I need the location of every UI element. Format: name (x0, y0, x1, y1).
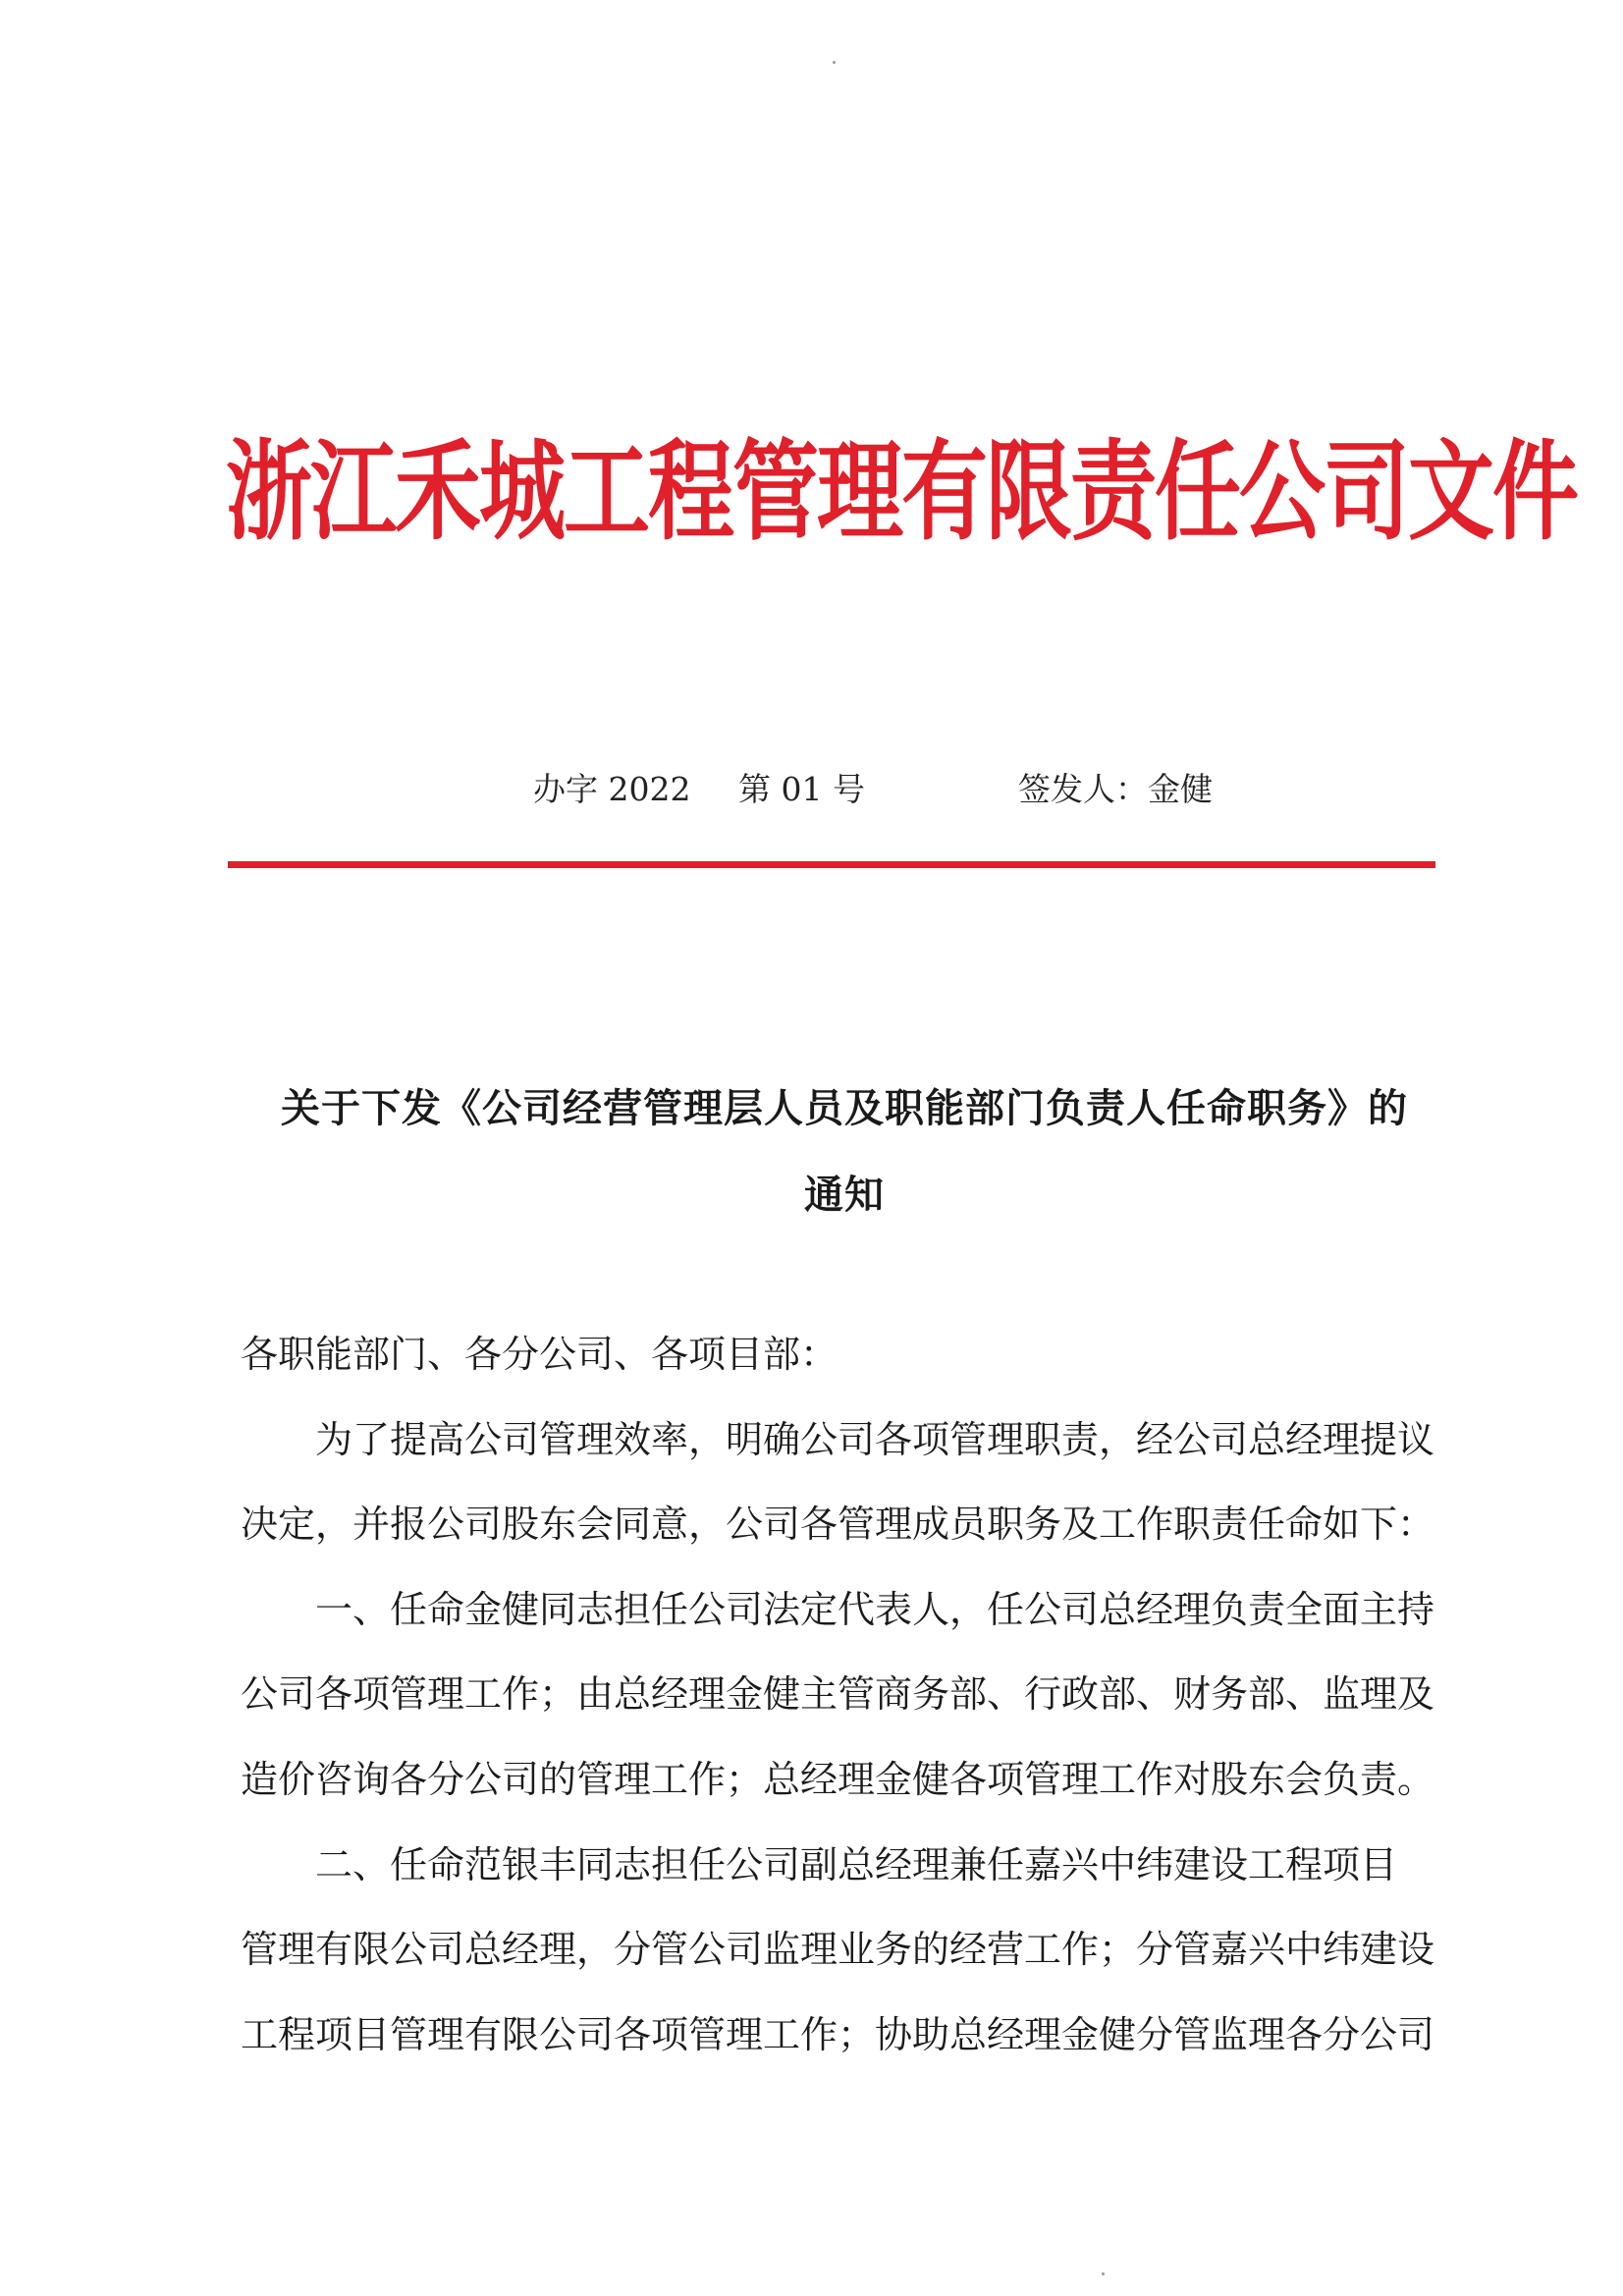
body-line: 一、任命金健同志担任公司法定代表人，任公司总经理负责全面主持 (315, 1587, 1435, 1631)
body-line: 决定，并报公司股东会同意，公司各管理成员职务及工作职责任命如下： (241, 1503, 1435, 1547)
scan-speck (1102, 2272, 1105, 2275)
body-line: 工程项目管理有限公司各项管理工作；协助总经理金健分管监理各分公司 (241, 2012, 1435, 2056)
scan-speck (833, 61, 836, 64)
notice-title-line-1: 关于下发《公司经营管理层人员及职能部门负责人任命职务》的 (281, 1085, 1408, 1131)
document-meta-row (0, 766, 1623, 813)
notice-title-line-2: 通知 (804, 1172, 885, 1218)
document-signer: 签发人：金健 (1018, 770, 1213, 808)
body-line-addressees: 各职能部门、各分公司、各项目部： (241, 1333, 839, 1376)
body-line: 为了提高公司管理效率，明确公司各项管理职责，经公司总经理提议 (315, 1417, 1435, 1461)
body-line: 二、任命范银丰同志担任公司副总经理兼任嘉兴中纬建设工程项目 (315, 1842, 1398, 1886)
notice-title (226, 1066, 1463, 1238)
document-header-title: 浙江禾城工程管理有限责任公司文件 (226, 428, 1578, 555)
body-line: 公司各项管理工作；由总经理金健主管商务部、行政部、财务部、监理及 (241, 1672, 1435, 1717)
notice-body (241, 1312, 1458, 2077)
body-line: 造价咨询各分公司的管理工作；总经理金健各项管理工作对股东会负责。 (241, 1757, 1435, 1801)
document-office-code: 办字 2022 (533, 770, 691, 808)
header-red-divider (228, 861, 1435, 868)
document-number: 第 01 号 (738, 770, 865, 808)
body-line: 管理有限公司总经理，分管公司监理业务的经营工作；分管嘉兴中纬建设 (241, 1928, 1435, 1972)
